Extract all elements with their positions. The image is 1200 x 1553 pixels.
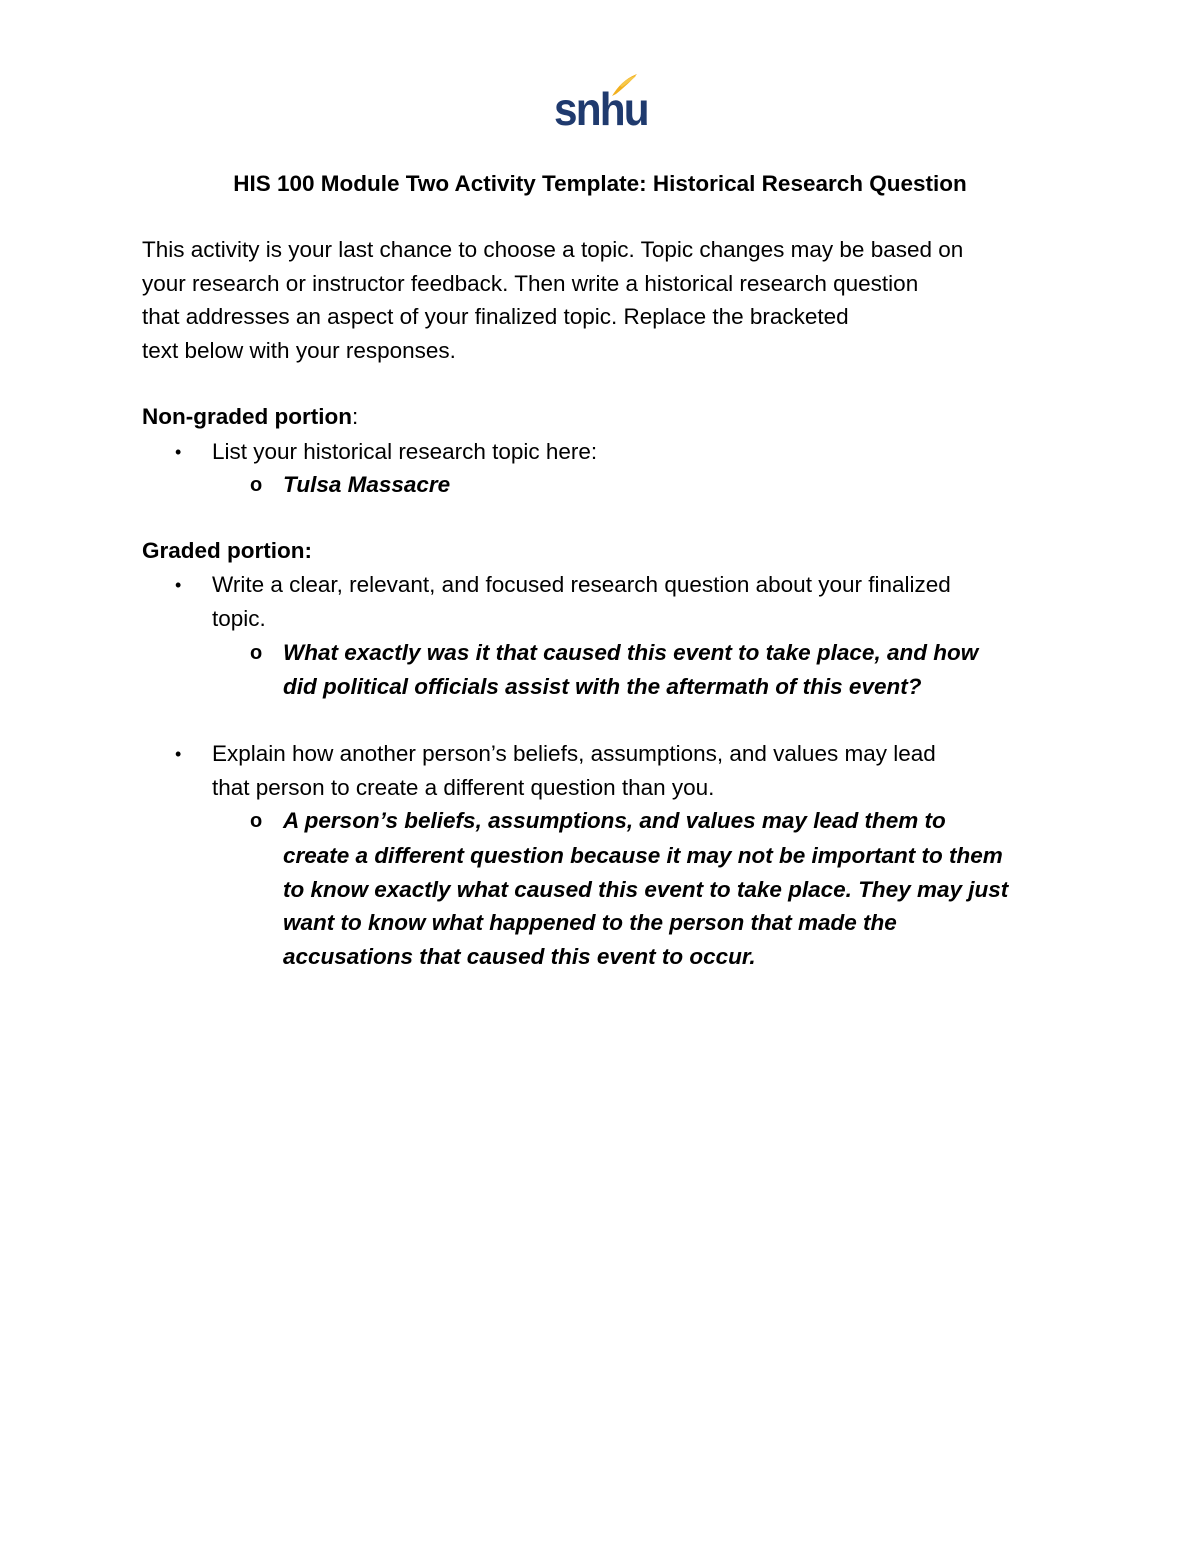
bullet-marker: • (175, 575, 182, 595)
intro-line: your research or instructor feedback. Then write a historical research question (142, 270, 919, 296)
bullet-marker: • (175, 744, 182, 764)
research-question-prompt-line: topic. (212, 606, 266, 631)
non-graded-heading-colon: : (351, 404, 359, 429)
intro-paragraph (142, 233, 963, 367)
page-title: HIS 100 Module Two Activity Template: Historical Research Question (233, 171, 967, 196)
sub-bullet-marker: o (250, 642, 263, 664)
intro-line: This activity is your last chance to choose a topic. Topic changes may be based on (142, 237, 964, 262)
research-question-answer-line: did political officials assist with the aftermath of this event? (283, 674, 922, 699)
perspective-prompt-line: Explain how another person’s beliefs, assumptions, and values may lead (212, 741, 936, 766)
snhu-logo (554, 72, 648, 136)
perspective-answer-line: want to know what happened to the person that made the (283, 910, 897, 935)
perspective-answer-line: A person’s beliefs, assumptions, and values may lead them to (283, 808, 946, 833)
logo-wordmark: snhu (554, 83, 648, 135)
sub-bullet-marker: o (250, 474, 263, 496)
non-graded-heading-label: Non-graded portion (142, 404, 352, 429)
perspective-prompt-line: that person to create a different question than you. (212, 775, 715, 800)
non-graded-heading (142, 401, 358, 433)
intro-line: that addresses an aspect of your finalized topic. Replace the bracketed (142, 304, 849, 329)
intro-line: text below with your responses. (142, 337, 456, 363)
research-question-prompt-line: Write a clear, relevant, and focused research question about your finalized (212, 572, 951, 597)
perspective-answer-line: to know exactly what caused this event to take place. They may just (283, 877, 1009, 902)
topic-answer: Tulsa Massacre (283, 472, 451, 497)
perspective-answer-line: accusations that caused this event to occur. (283, 944, 756, 969)
bullet-marker: • (175, 442, 182, 462)
research-question-answer-line: What exactly was it that caused this event to take place, and how (283, 640, 979, 665)
sub-bullet-marker: o (250, 810, 263, 832)
topic-prompt: List your historical research topic here: (212, 439, 598, 464)
perspective-answer-line: create a different question because it may not be important to them (283, 843, 1003, 868)
graded-heading: Graded portion: (142, 538, 312, 563)
